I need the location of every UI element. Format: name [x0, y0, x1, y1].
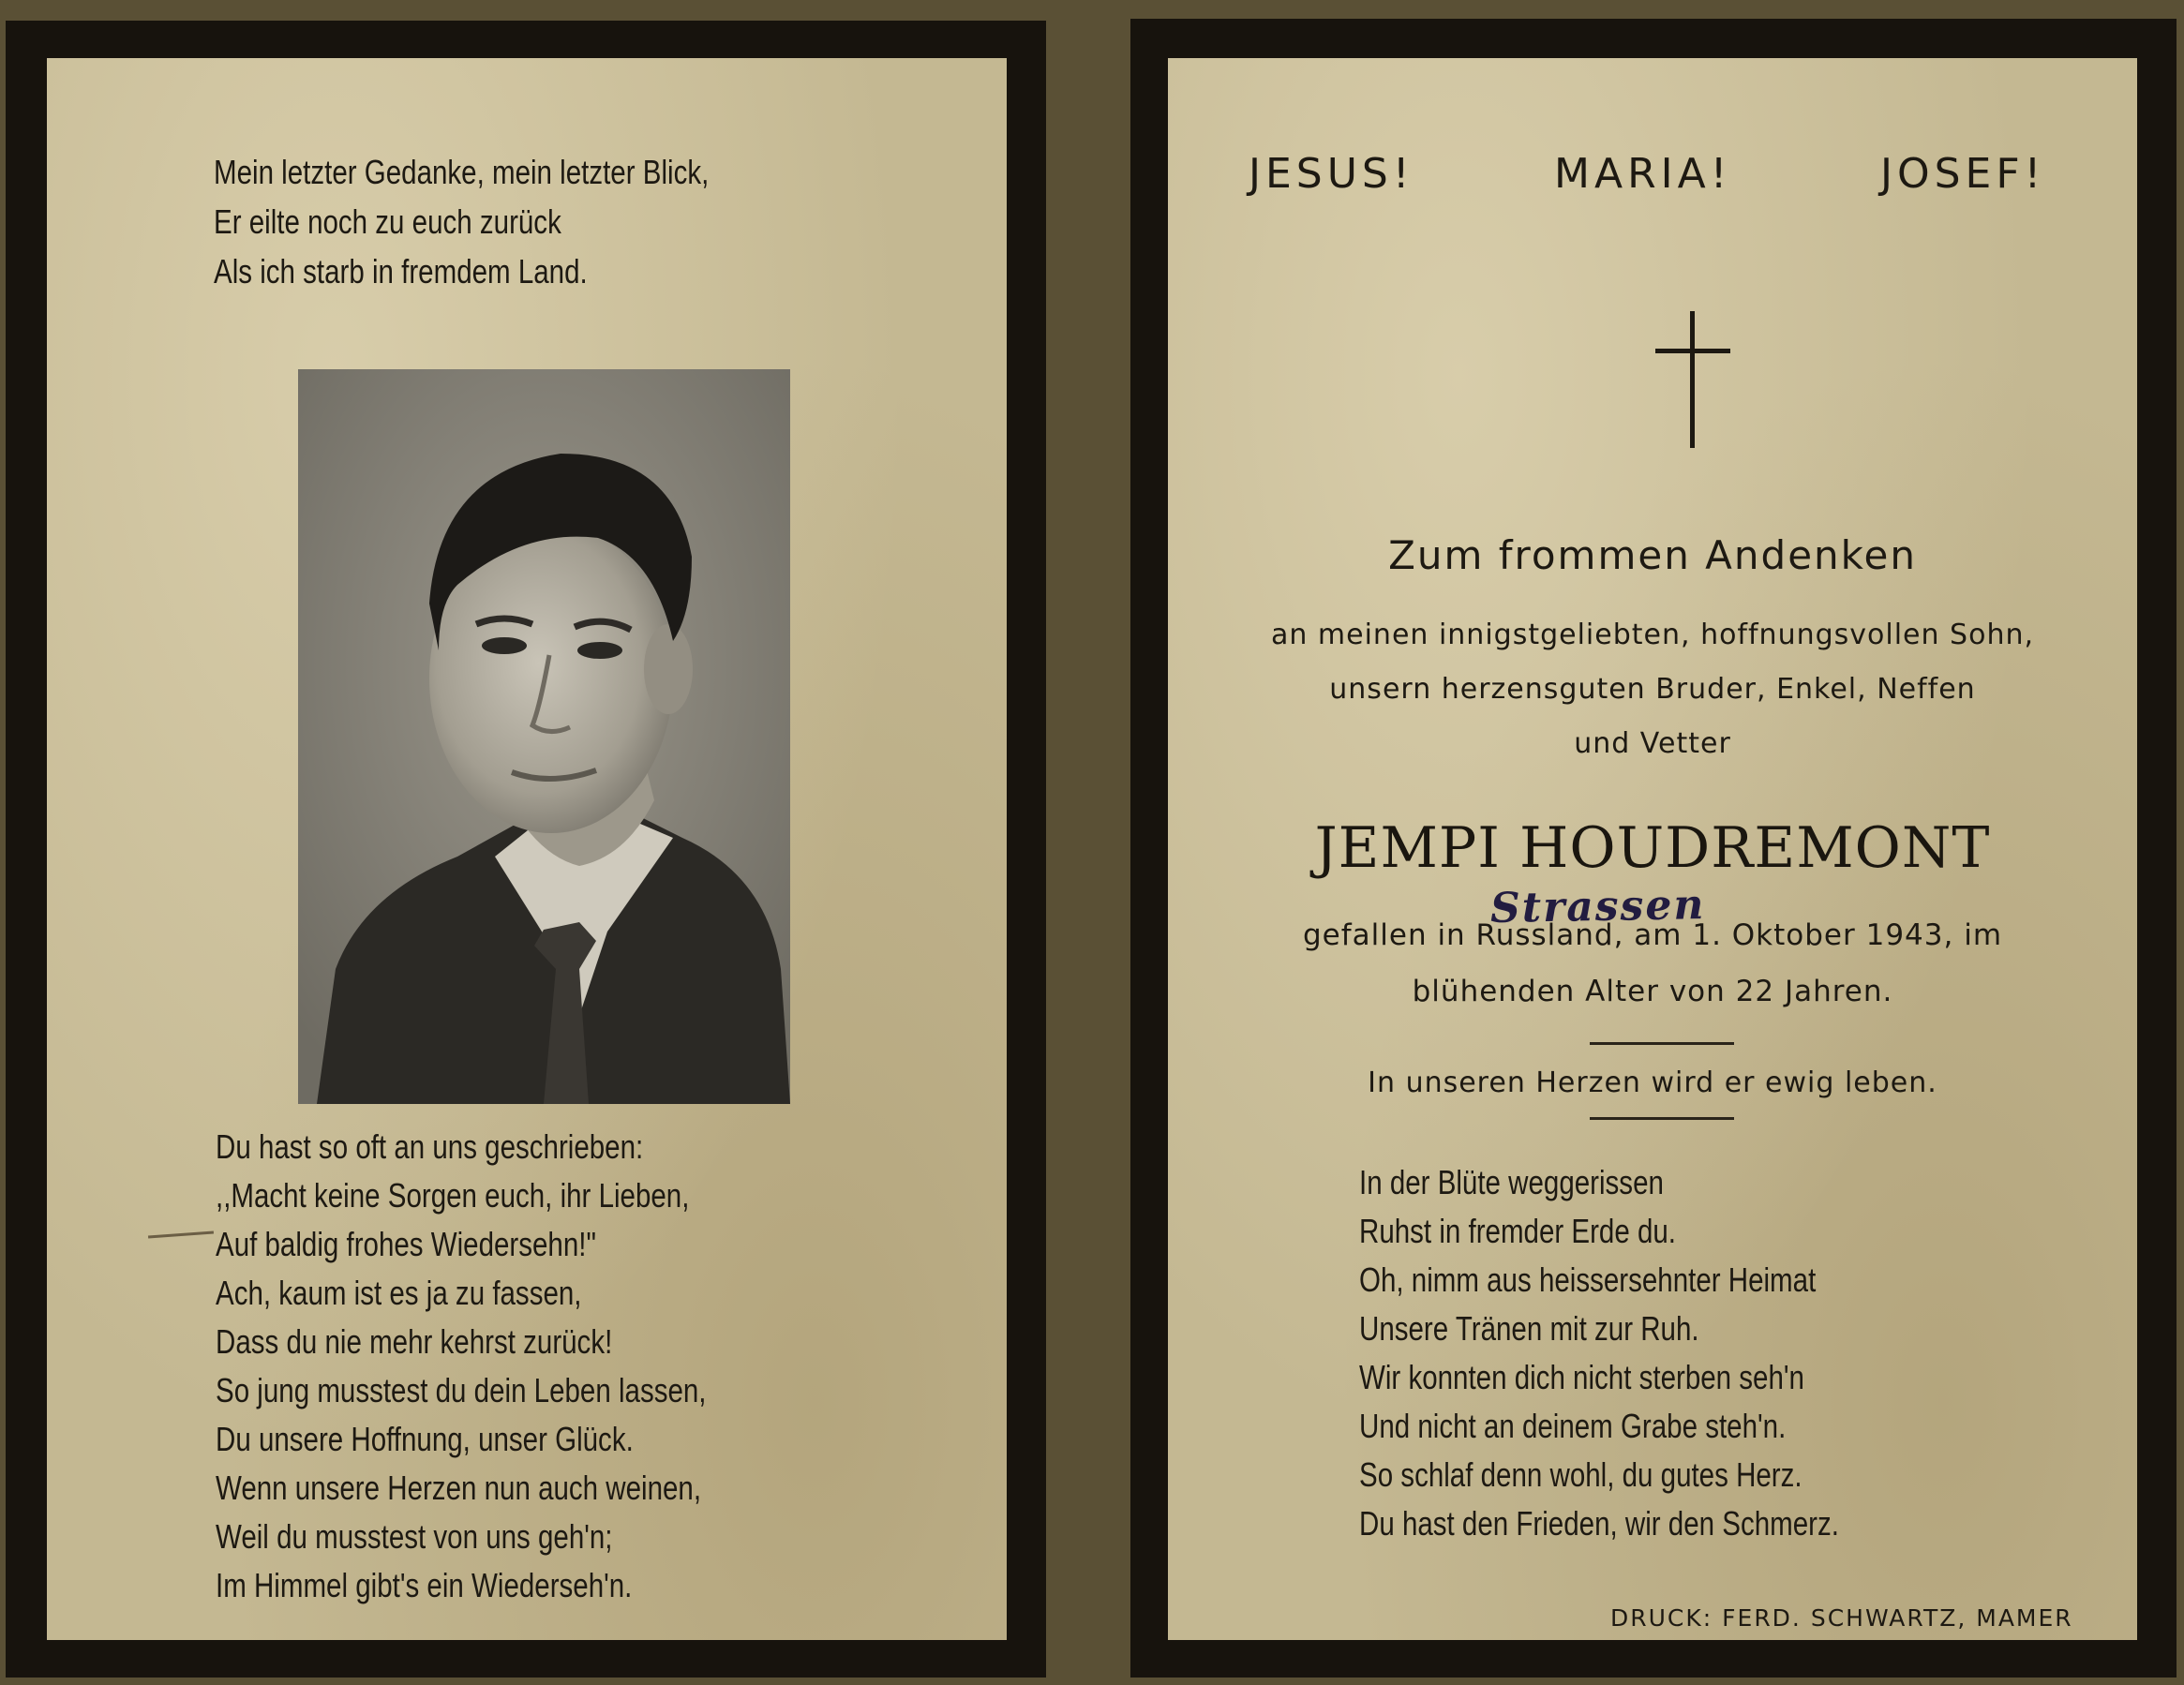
- verse-line: Er eilte noch zu euch zurück: [214, 202, 561, 241]
- left-page-panel: [47, 58, 1007, 1640]
- verse-line: Du unsere Hoffnung, unser Glück.: [216, 1420, 634, 1458]
- left-page-card: [6, 21, 1046, 1678]
- portrait-illustration: [298, 369, 790, 1104]
- divider-bottom: [1590, 1117, 1734, 1120]
- divider-top: [1590, 1042, 1734, 1045]
- pencil-mark: [148, 1231, 214, 1239]
- invocation-josef: JOSEF!: [1880, 150, 2046, 198]
- verse-line: Wir konnten dich nicht sterben seh'n: [1359, 1358, 1804, 1396]
- motto: In unseren Herzen wird er ewig leben.: [1368, 1066, 1937, 1099]
- verse-line: Oh, nimm aus heissersehnter Heimat: [1359, 1260, 1817, 1299]
- verse-line: Dass du nie mehr kehrst zurück!: [216, 1322, 613, 1361]
- deceased-name: JEMPI HOUDREMONT: [1314, 815, 1991, 881]
- dedication-line: und Vetter: [1574, 727, 1731, 760]
- verse-line: Weil du musstest von uns geh'n;: [216, 1517, 613, 1556]
- memorial-heading: Zum frommen Andenken: [1388, 532, 1917, 578]
- verse-line: So jung musstest du dein Leben lassen,: [216, 1371, 707, 1409]
- verse-line: Und nicht an deinem Grabe steh'n.: [1359, 1407, 1787, 1445]
- dedication-line: unsern herzensguten Bruder, Enkel, Neffen: [1329, 673, 1976, 706]
- verse-line: Mein letzter Gedanke, mein letzter Blick,: [214, 153, 710, 191]
- printer-credit: DRUCK: FERD. SCHWARTZ, MAMER: [1610, 1604, 2073, 1632]
- verse-line: Du hast den Frieden, wir den Schmerz.: [1359, 1504, 1839, 1543]
- verse-line: Ruhst in fremder Erde du.: [1359, 1212, 1677, 1250]
- right-page-panel: [1168, 58, 2137, 1640]
- invocation-maria: MARIA!: [1554, 150, 1732, 198]
- death-line: gefallen in Russland, am 1. Oktober 1943, im: [1302, 918, 2003, 952]
- verse-line: So schlaf denn wohl, du gutes Herz.: [1359, 1455, 1803, 1494]
- verse-line: Auf baldig frohes Wiedersehn!": [216, 1225, 596, 1263]
- verse-line: Als ich starb in fremdem Land.: [214, 252, 588, 291]
- verse-line: Unsere Tränen mit zur Ruh.: [1359, 1309, 1699, 1348]
- right-page-card: [1130, 19, 2177, 1678]
- death-line: blühenden Alter von 22 Jahren.: [1412, 975, 1893, 1008]
- verse-line: Im Himmel gibt's ein Wiederseh'n.: [216, 1566, 633, 1604]
- invocation-jesus: JESUS!: [1249, 150, 1414, 198]
- verse-line: ,,Macht keine Sorgen euch, ihr Lieben,: [216, 1176, 690, 1215]
- verse-line: In der Blüte weggerissen: [1359, 1163, 1664, 1201]
- verse-line: Du hast so oft an uns geschrieben:: [216, 1127, 644, 1166]
- portrait-photo: [298, 369, 790, 1104]
- verse-line: Wenn unsere Herzen nun auch weinen,: [216, 1469, 702, 1507]
- cross-icon: [1655, 307, 1730, 448]
- handwritten-surname: Strassen: [1489, 881, 1706, 932]
- dedication-line: an meinen innigstgeliebten, hoffnungsvollen Sohn,: [1270, 619, 2035, 651]
- verse-line: Ach, kaum ist es ja zu fassen,: [216, 1274, 582, 1312]
